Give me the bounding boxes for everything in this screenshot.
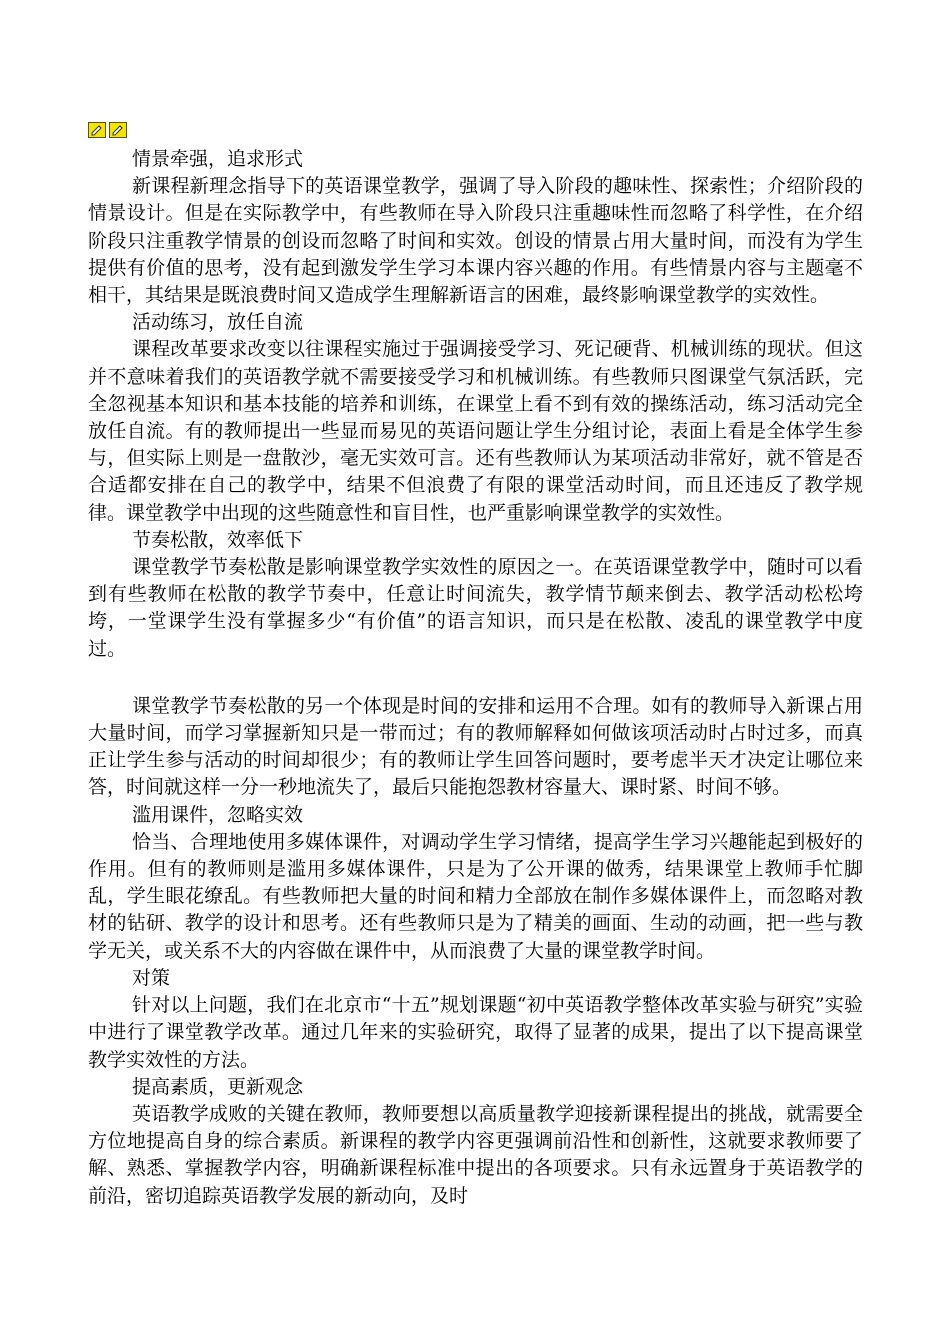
paragraph: 课程改革要求改变以往课程实施过于强调接受学习、死记硬背、机械训练的现状。但这并不意味着我们的英语教学就不需要接受学习和机械训练。有些教师只图课堂气氛活跃，完全忽视基本知识和基本技能的培养和训练，在课堂上看不到有效的操练活动，练习活动完全放任自流。有的教师提出一些显而易见的英语问题让学生分组讨论，表面上看是全体学生参与，但实际上则是一盘散沙，毫无实效可言。还有些教师认为某项活动非常好，就不管是否合适都安排在自己的教学中，结果不但浪费了有限的课堂活动时间，而且还违反了教学规律。课堂教学中出现的这些随意性和盲目性，也严重影响课堂教学的实效性。 [88,338,863,524]
section-heading: 活动练习，放任自流 [132,311,304,334]
paragraph: 课堂教学节奏松散是影响课堂教学实效性的原因之一。在英语课堂教学中，随时可以看到有些教师在松散的教学节奏中，任意让时间流失，教学情节颠来倒去、教学活动松松垮垮，一堂课学生没有掌握多少“有价值”的语言知识，而只是在松散、凌乱的课堂教学中度过。 [88,556,863,660]
edit-toolbar [88,122,863,144]
edit-icon[interactable] [109,122,127,138]
paragraph: 英语教学成败的关键在教师，教师要想以高质量教学迎接新课程提出的挑战，就需要全方位地提高自身的综合素质。新课程的教学内容更强调前沿性和创新性，这就要求教师要了解、熟悉、掌握教学内容，明确新课程标准中提出的各项要求。只有永远置身于英语教学的前沿，密切追踪英语教学发展的新动向，及时 [88,1102,863,1207]
section-heading: 节奏松散，效率低下 [132,528,304,551]
section-heading: 情景牵强，追求形式 [132,148,304,170]
section-heading: 提高素质，更新观念 [132,1075,304,1098]
paragraph: 新课程新理念指导下的英语课堂教学，强调了导入阶段的趣味性、探索性；介绍阶段的情景设计。但是在实际教学中，有些教师在导入阶段只注重趣味性而忽略了科学性，在介绍阶段只注重教学情景的创设而忽略了时间和实效。创设的情景占用大量时间，而没有为学生提供有价值的思考，没有起到激发学生学习本课内容兴趣的作用。有些情景内容与主题毫不相干，其结果是既浪费时间又造成学生理解新语言的困难，最终影响课堂教学的实效性。 [88,175,863,307]
paragraph: 恰当、合理地使用多媒体课件，对调动学生学习情绪，提高学生学习兴趣能起到极好的作用。但有的教师则是滥用多媒体课件，只是为了公开课的做秀，结果课堂上教师手忙脚乱，学生眼花缭乱。有些教师把大量的时间和精力全部放在制作多媒体课件上，而忽略对教材的钻研、教学的设计和思考。还有些教师只是为了精美的画面、生动的动画，把一些与教学无关，或关系不大的内容做在课件中，从而浪费了大量的课堂教学时间。 [88,830,863,962]
paragraph: 课堂教学节奏松散的另一个体现是时间的安排和运用不合理。如有的教师导入新课占用大量时间，而学习掌握新知只是一带而过；有的教师解释如何做该项活动时占时过多，而真正让学生参与活动的时间却很少；有的教师让学生回答问题时，要考虑半天才决定让哪位来答，时间就这样一分一秒地流失了，最后只能抱怨教材容量大、课时紧、时间不够。 [88,694,863,799]
section-heading: 滥用课件，忽略实效 [132,803,304,826]
section-heading: 对策 [132,966,171,989]
edit-icon[interactable] [88,122,106,138]
blank-line [88,663,863,693]
document-body [88,122,863,1210]
paragraph: 针对以上问题，我们在北京市“十五”规划课题“初中英语教学整体改革实验与研究”实验中进行了课堂教学改革。通过几年来的实验研究，取得了显著的成果，提出了以下提高课堂教学实效性的方法。 [88,994,863,1071]
